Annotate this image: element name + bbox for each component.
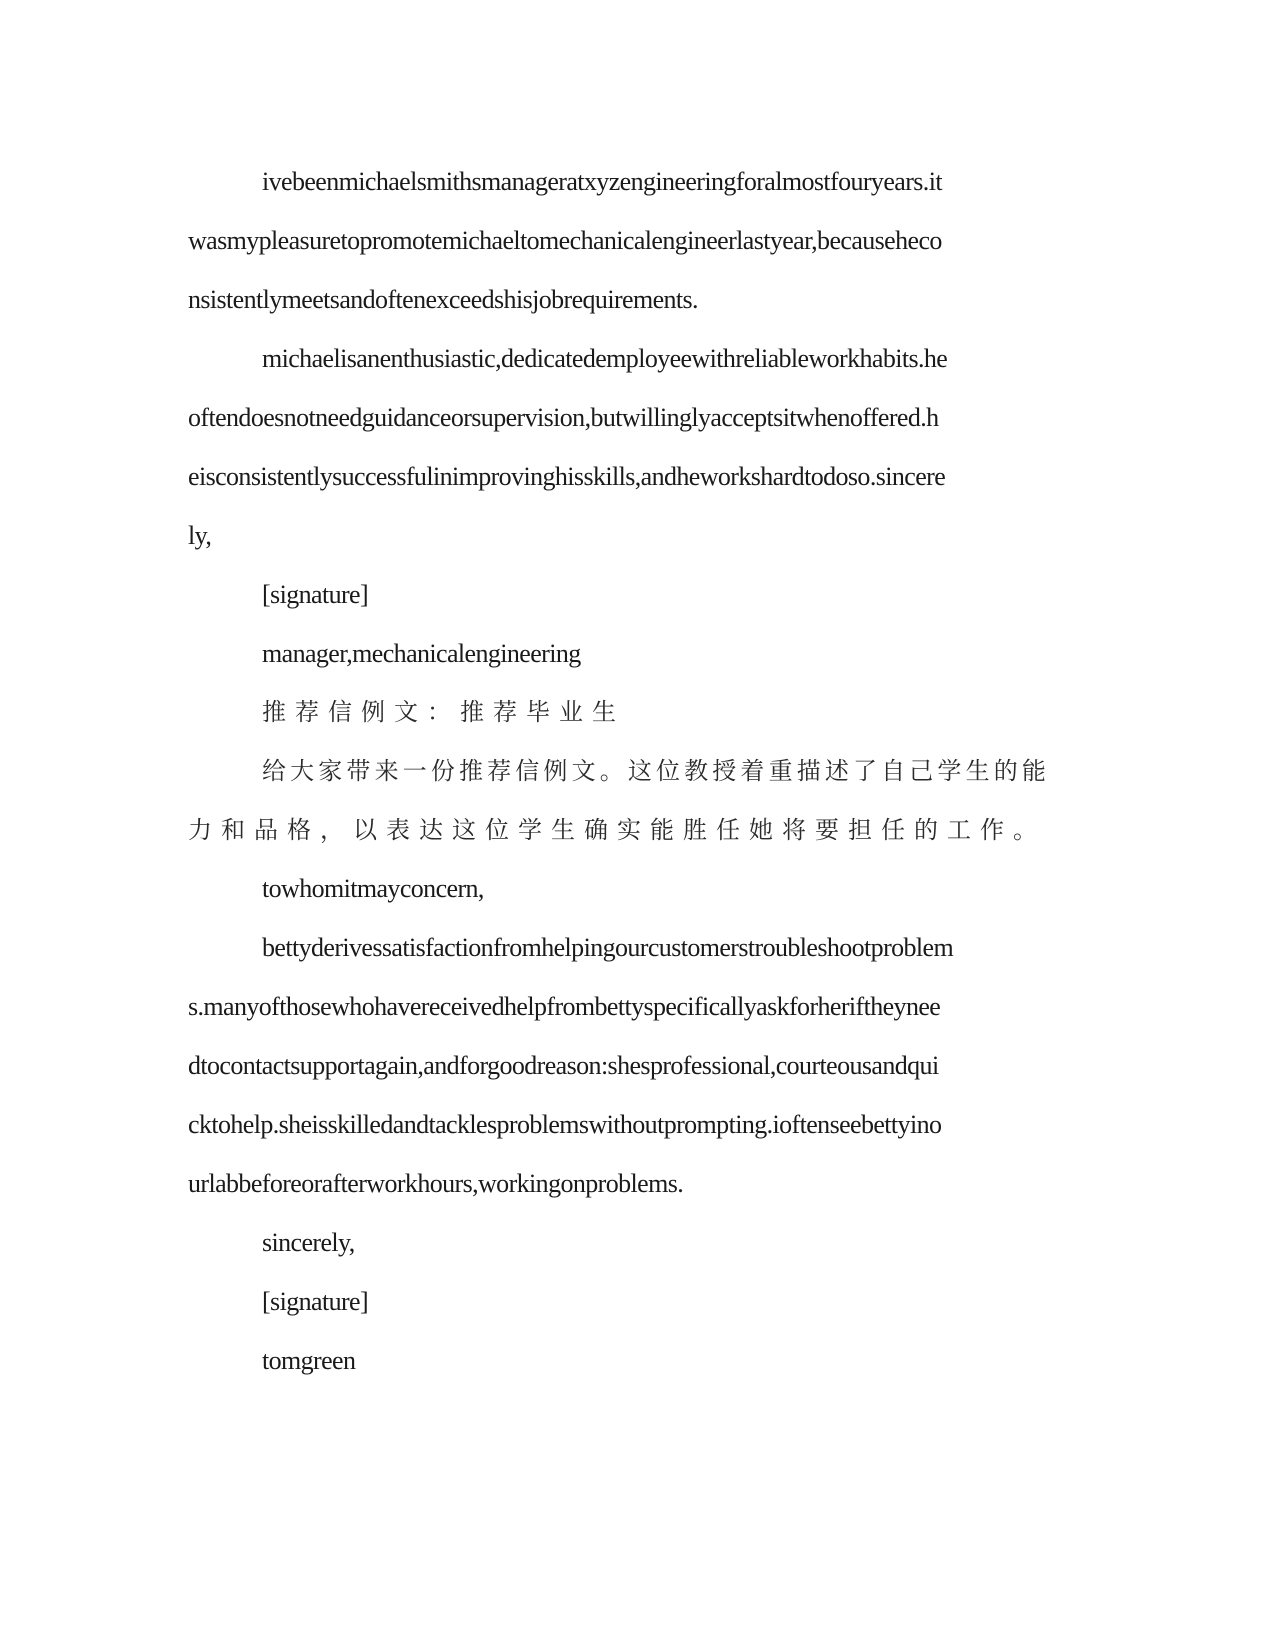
letter1-title: manager,mechanicalengineering xyxy=(262,639,581,668)
letter2-body-line-4: cktohelp.sheisskilledandtacklesproblemswithoutprompting.ioftenseebettyino xyxy=(188,1110,942,1139)
letter1-para2-line-2: oftendoesnotneedguidanceorsupervision,butwillinglyacceptsitwhenoffered.h xyxy=(188,403,939,432)
letter1-signature: [signature] xyxy=(262,580,369,609)
letter2-body-line-5: urlabbeforeorafterworkhours,workingonproblems. xyxy=(188,1169,684,1198)
intro-line-2: 力和品格，以表达这位学生确实能胜任她将要担任的工作。 xyxy=(188,816,1046,844)
letter2-closing: sincerely, xyxy=(262,1228,355,1257)
letter1-para1-line-2: wasmypleasuretopromotemichaeltomechanicalengineerlastyear,becauseheco xyxy=(188,226,942,255)
letter1-para1-line-3: nsistentlymeetsandoftenexceedshisjobrequirements. xyxy=(188,285,698,314)
intro-line-1: 给大家带来一份推荐信例文。这位教授着重描述了自己学生的能 xyxy=(262,757,1050,785)
letter1-para2-line-1: michaelisanenthusiastic,dedicatedemployeewithreliableworkhabits.he xyxy=(262,344,948,373)
letter2-signature: [signature] xyxy=(262,1287,369,1316)
letter2-body-line-3: dtocontactsupportagain,andforgoodreason:shesprofessional,courteousandqui xyxy=(188,1051,939,1080)
section-heading: 推荐信例文：推荐毕业生 xyxy=(262,698,625,726)
letter2-body-line-2: s.manyofthosewhohavereceivedhelpfrombettyspecificallyaskforheriftheynee xyxy=(188,992,941,1021)
letter2-body-line-1: bettyderivessatisfactionfromhelpingourcustomerstroubleshootproblem xyxy=(262,933,954,962)
letter1-para2-line-4: ly, xyxy=(188,521,212,550)
letter2-name: tomgreen xyxy=(262,1346,356,1375)
letter1-para2-line-3: eisconsistentlysuccessfulinimprovinghisskills,andheworkshardtodoso.sincere xyxy=(188,462,946,491)
letter2-salutation: towhomitmayconcern, xyxy=(262,874,484,903)
letter1-para1-line-1: ivebeenmichaelsmithsmanageratxyzengineeringforalmostfouryears.it xyxy=(262,167,942,196)
